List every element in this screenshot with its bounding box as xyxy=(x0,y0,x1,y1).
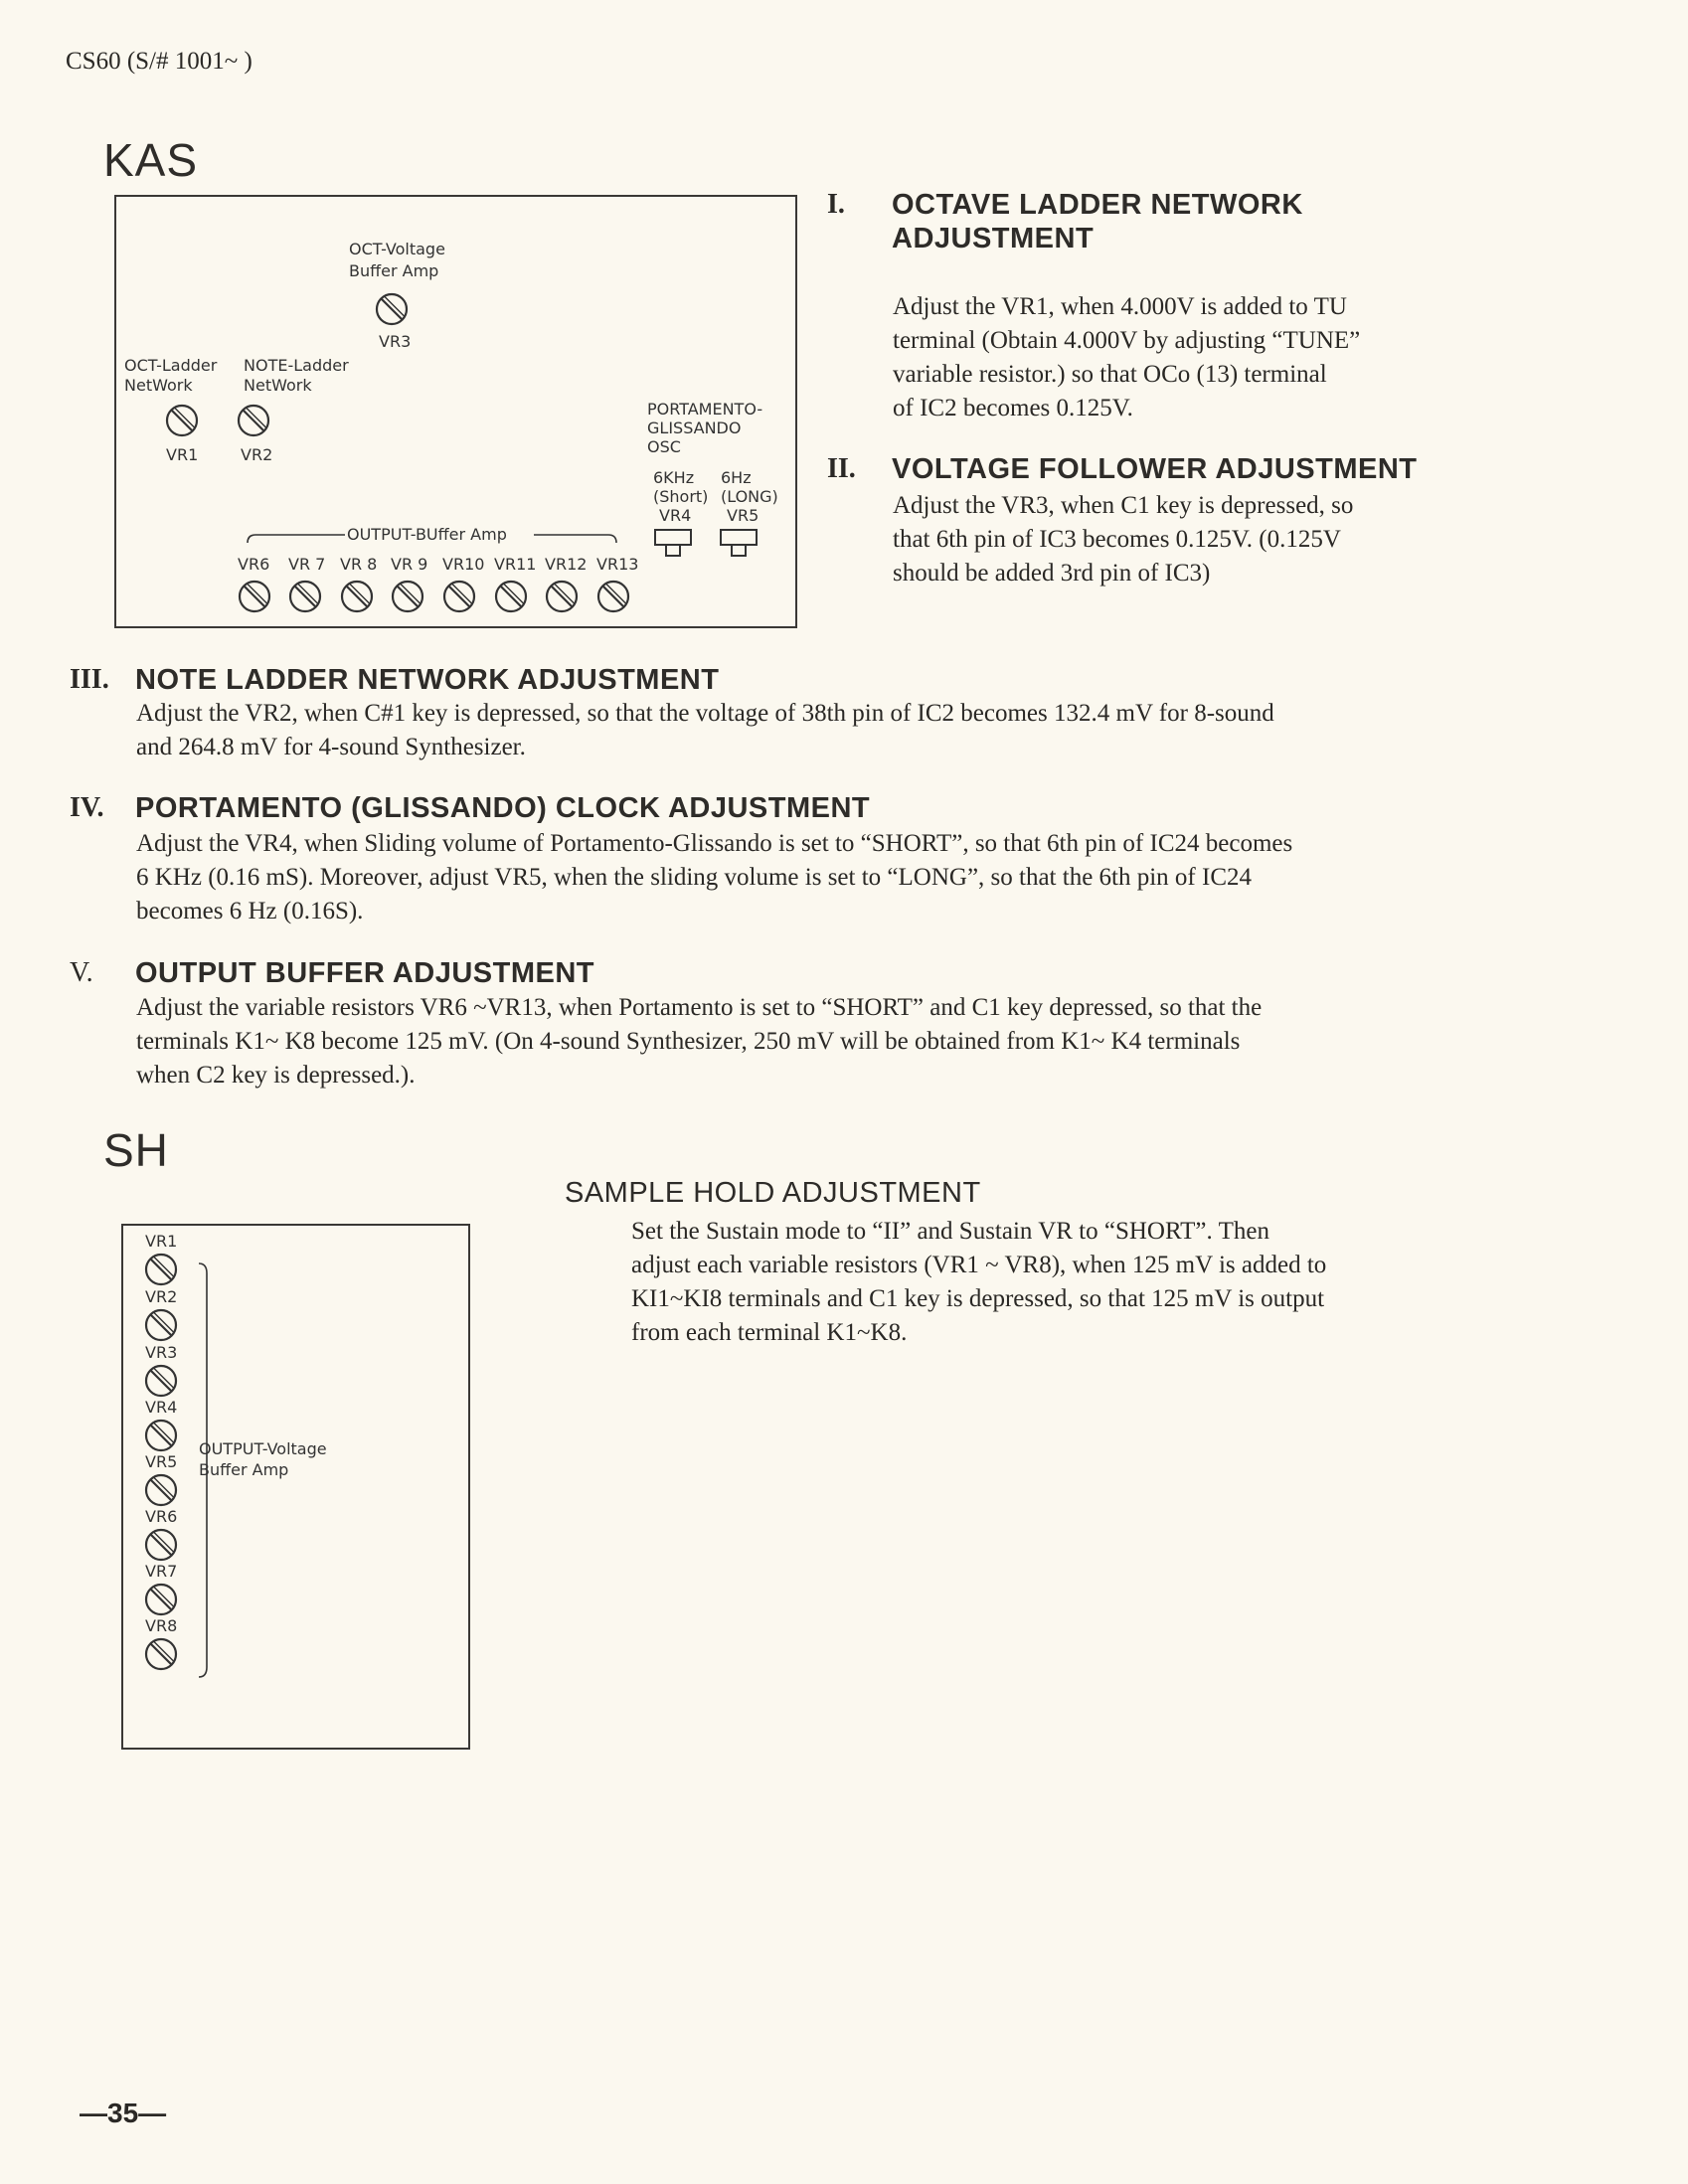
vr10-label: VR10 xyxy=(442,555,485,574)
body-line: Adjust the VR4, when Sliding volume of Portamento-Glissando is set to “SHORT”, so that 6th pin of IC24 becomes xyxy=(136,830,1293,857)
sh-title: SH xyxy=(103,1124,169,1176)
sh-output-label-2: Buffer Amp xyxy=(199,1460,289,1479)
vr11-label: VR11 xyxy=(494,555,537,574)
sh-vr5-label: VR5 xyxy=(145,1452,178,1471)
sample-hold-body xyxy=(631,1215,1326,1350)
section-ii-numeral: II. xyxy=(827,453,856,484)
section-iv-heading: PORTAMENTO (GLISSANDO) CLOCK ADJUSTMENT xyxy=(135,792,871,824)
body-line: of IC2 becomes 0.125V. xyxy=(893,395,1133,421)
sh-vr5-pot-icon[interactable] xyxy=(143,1472,179,1508)
sh-vr2-pot-icon[interactable] xyxy=(143,1307,179,1343)
body-line: Adjust the variable resistors VR6 ~VR13, when Portamento is set to “SHORT” and C1 key depressed, so that the xyxy=(136,994,1263,1021)
vr9-label: VR 9 xyxy=(391,555,428,574)
section-iii-numeral: III. xyxy=(70,664,109,695)
section-i-body xyxy=(893,290,1360,425)
sh-vr8-label: VR8 xyxy=(145,1616,178,1635)
body-line: variable resistor.) so that OCo (13) terminal xyxy=(893,361,1327,388)
section-i-heading-1: OCTAVE LADDER NETWORK xyxy=(892,189,1303,221)
vr6-pot-icon[interactable] xyxy=(237,579,272,614)
sh-vr1-pot-icon[interactable] xyxy=(143,1252,179,1287)
vr10-pot-icon[interactable] xyxy=(441,579,477,614)
sh-vr4-label: VR4 xyxy=(145,1398,178,1417)
body-line: terminals K1~ K8 become 125 mV. (On 4-sound Synthesizer, 250 mV will be obtained from K1~ K4 terminals xyxy=(136,1028,1241,1055)
note-ladder-label-2: NetWork xyxy=(244,376,312,395)
body-line: adjust each variable resistors (VR1 ~ VR8), when 125 mV is added to xyxy=(631,1252,1327,1278)
body-line: Adjust the VR3, when C1 key is depressed, so xyxy=(893,492,1354,519)
section-iii-heading: NOTE LADDER NETWORK ADJUSTMENT xyxy=(135,664,720,696)
sh-output-label-1: OUTPUT-Voltage xyxy=(199,1439,327,1458)
body-line: when C2 key is depressed.). xyxy=(136,1062,416,1089)
oct-ladder-label-1: OCT-Ladder xyxy=(124,356,218,375)
hz-label: 6Hz xyxy=(721,468,752,487)
body-line: and 264.8 mV for 4-sound Synthesizer. xyxy=(136,734,526,760)
sample-hold-heading: SAMPLE HOLD ADJUSTMENT xyxy=(565,1177,981,1209)
vr13-label: VR13 xyxy=(596,555,639,574)
section-ii-heading: VOLTAGE FOLLOWER ADJUSTMENT xyxy=(892,453,1418,485)
vr1-pot-icon[interactable] xyxy=(164,403,200,438)
section-iii-body xyxy=(136,697,1274,764)
sh-diagram xyxy=(121,1224,470,1750)
section-iv-body xyxy=(136,827,1292,928)
page-header: CS60 (S/# 1001~ ) xyxy=(66,48,253,75)
vr8-pot-icon[interactable] xyxy=(339,579,375,614)
vr5-trimmer-icon[interactable] xyxy=(719,528,759,560)
vr3-label: VR3 xyxy=(379,332,412,351)
body-line: becomes 6 Hz (0.16S). xyxy=(136,898,364,924)
sh-vr7-pot-icon[interactable] xyxy=(143,1582,179,1617)
portamento-label-1: PORTAMENTO- xyxy=(647,400,763,419)
long-label: (LONG) xyxy=(721,487,778,506)
vr3-pot-icon[interactable] xyxy=(374,291,410,327)
vr7-pot-icon[interactable] xyxy=(287,579,323,614)
oct-voltage-label-1: OCT-Voltage xyxy=(349,240,445,258)
khz-label: 6KHz xyxy=(653,468,695,487)
vr13-pot-icon[interactable] xyxy=(595,579,631,614)
kas-diagram xyxy=(114,195,797,628)
vr4-label: VR4 xyxy=(659,506,692,525)
body-line: 6 KHz (0.16 mS). Moreover, adjust VR5, when the sliding volume is set to “LONG”, so that the 6th pin of IC24 xyxy=(136,864,1253,891)
section-ii-body xyxy=(893,489,1353,590)
section-v-heading: OUTPUT BUFFER ADJUSTMENT xyxy=(135,957,595,989)
vr11-pot-icon[interactable] xyxy=(493,579,529,614)
note-ladder-label-1: NOTE-Ladder xyxy=(244,356,349,375)
sh-vr1-label: VR1 xyxy=(145,1232,178,1251)
body-line: Adjust the VR2, when C#1 key is depressed, so that the voltage of 38th pin of IC2 becomes 132.4 mV for 8-sound xyxy=(136,700,1274,727)
vr12-label: VR12 xyxy=(545,555,588,574)
vr12-pot-icon[interactable] xyxy=(544,579,580,614)
short-label: (Short) xyxy=(653,487,709,506)
vr2-label: VR2 xyxy=(241,445,273,464)
sh-vr2-label: VR2 xyxy=(145,1287,178,1306)
vr5-label: VR5 xyxy=(727,506,760,525)
sh-vr6-label: VR6 xyxy=(145,1507,178,1526)
vr2-pot-icon[interactable] xyxy=(236,403,271,438)
section-i-heading-2: ADJUSTMENT xyxy=(892,223,1095,254)
body-line: that 6th pin of IC3 becomes 0.125V. (0.125V xyxy=(893,526,1341,553)
sh-vr7-label: VR7 xyxy=(145,1562,178,1581)
vr1-label: VR1 xyxy=(166,445,199,464)
kas-title: KAS xyxy=(103,134,199,186)
section-i-numeral: I. xyxy=(827,189,845,220)
sh-vr8-pot-icon[interactable] xyxy=(143,1636,179,1672)
section-v-numeral: V. xyxy=(70,957,93,988)
vr8-label: VR 8 xyxy=(340,555,378,574)
body-line: Set the Sustain mode to “II” and Sustain VR to “SHORT”. Then xyxy=(631,1218,1269,1245)
vr9-pot-icon[interactable] xyxy=(390,579,425,614)
body-line: Adjust the VR1, when 4.000V is added to TU xyxy=(893,293,1347,320)
section-v-body xyxy=(136,991,1262,1092)
sh-vr3-label: VR3 xyxy=(145,1343,178,1362)
page-number: —35— xyxy=(80,2098,167,2128)
body-line: KI1~KI8 terminals and C1 key is depressed, so that 125 mV is output xyxy=(631,1285,1325,1312)
vr7-label: VR 7 xyxy=(288,555,326,574)
vr4-trimmer-icon[interactable] xyxy=(653,528,693,560)
body-line: from each terminal K1~K8. xyxy=(631,1319,908,1346)
body-line: should be added 3rd pin of IC3) xyxy=(893,560,1211,587)
oct-voltage-label-2: Buffer Amp xyxy=(349,261,439,280)
oct-ladder-label-2: NetWork xyxy=(124,376,193,395)
portamento-label-3: OSC xyxy=(647,437,681,456)
sh-vr6-pot-icon[interactable] xyxy=(143,1527,179,1563)
sh-vr4-pot-icon[interactable] xyxy=(143,1418,179,1453)
sh-vr3-pot-icon[interactable] xyxy=(143,1363,179,1399)
section-iv-numeral: IV. xyxy=(70,792,104,823)
portamento-label-2: GLISSANDO xyxy=(647,419,742,437)
output-buffer-label: OUTPUT-BUffer Amp xyxy=(347,525,507,544)
body-line: terminal (Obtain 4.000V by adjusting “TUNE” xyxy=(893,327,1361,354)
vr6-label: VR6 xyxy=(238,555,270,574)
